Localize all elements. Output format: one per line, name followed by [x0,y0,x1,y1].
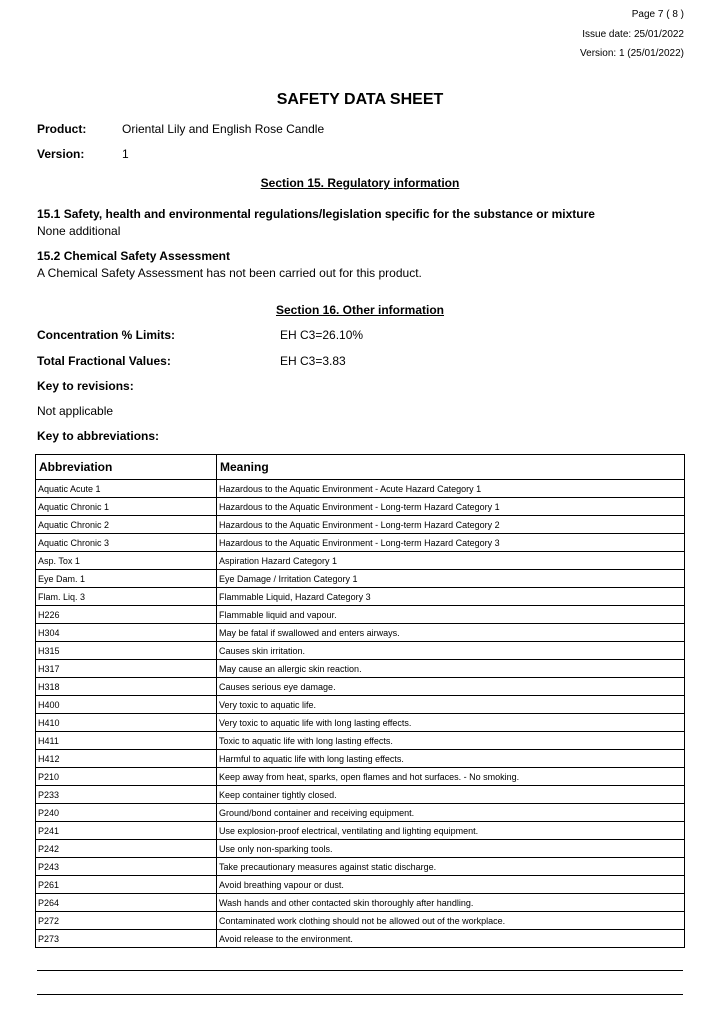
version-value: 1 [122,147,129,161]
fractional-value: EH C3=3.83 [280,354,346,368]
meaning-cell: Very toxic to aquatic life with long lasting effects. [217,714,685,732]
meaning-cell: Causes skin irritation. [217,642,685,660]
table-row [36,624,685,642]
issue-date: Issue date: 25/01/2022 [582,29,684,40]
meaning-cell: Very toxic to aquatic life. [217,696,685,714]
table-row [36,570,685,588]
revisions-text: Not applicable [37,404,114,418]
abbreviation-cell: P241 [36,822,217,840]
table-row [36,534,685,552]
concentration-value: EH C3=26.10% [280,328,364,342]
meaning-cell: Causes serious eye damage. [217,678,685,696]
abbreviation-cell: P273 [36,930,217,948]
document-title: SAFETY DATA SHEET [276,91,444,108]
revisions-label: Key to revisions: [37,379,134,393]
abbreviation-cell: Aquatic Chronic 2 [36,516,217,534]
table-row [36,894,685,912]
meaning-cell: May cause an allergic skin reaction. [217,660,685,678]
table-row [36,642,685,660]
abbreviation-cell: H318 [36,678,217,696]
table-row [36,750,685,768]
table-row [36,732,685,750]
table-row [36,660,685,678]
meaning-cell: Keep away from heat, sparks, open flames and hot surfaces. - No smoking. [217,768,685,786]
meaning-cell: Flammable Liquid, Hazard Category 3 [217,588,685,606]
page-number: Page 7 ( 8 ) [631,9,684,20]
abbreviation-cell: H412 [36,750,217,768]
abbreviation-cell: H226 [36,606,217,624]
abbreviation-cell: P264 [36,894,217,912]
abbreviation-cell: H411 [36,732,217,750]
table-row [36,588,685,606]
meaning-header: Meaning [217,455,685,480]
abbreviation-cell: Eye Dam. 1 [36,570,217,588]
table-row [36,840,685,858]
section-15-2-title: 15.2 Chemical Safety Assessment [37,249,230,263]
table-row [36,822,685,840]
footer-rule-top [37,970,683,971]
product-label: Product: [37,122,87,136]
abbreviations-label: Key to abbreviations: [37,429,160,443]
meaning-cell: Hazardous to the Aquatic Environment - Long-term Hazard Category 1 [217,498,685,516]
abbreviation-cell: H304 [36,624,217,642]
abbreviation-cell: P233 [36,786,217,804]
meaning-cell: Take precautionary measures against static discharge. [217,858,685,876]
abbreviation-cell: P240 [36,804,217,822]
abbreviation-cell: Aquatic Chronic 1 [36,498,217,516]
abbreviation-cell: Aquatic Chronic 3 [36,534,217,552]
abbreviation-cell: H315 [36,642,217,660]
meaning-cell: Hazardous to the Aquatic Environment - Acute Hazard Category 1 [217,480,685,498]
table-row [36,930,685,948]
meaning-cell: Harmful to aquatic life with long lasting effects. [217,750,685,768]
meaning-cell: Ground/bond container and receiving equipment. [217,804,685,822]
section-15-heading: Section 15. Regulatory information [260,176,460,190]
table-row [36,696,685,714]
abbreviation-cell: P242 [36,840,217,858]
section-15-2-text: A Chemical Safety Assessment has not been carried out for this product. [37,266,422,280]
meaning-cell: Contaminated work clothing should not be allowed out of the workplace. [217,912,685,930]
abbreviation-cell: P243 [36,858,217,876]
meaning-cell: Use explosion-proof electrical, ventilating and lighting equipment. [217,822,685,840]
table-row [36,768,685,786]
abbreviation-cell: P210 [36,768,217,786]
abbreviation-cell: H317 [36,660,217,678]
section-15-1-title: 15.1 Safety, health and environmental regulations/legislation specific for the substance or mixture [37,207,595,221]
concentration-label: Concentration % Limits: [37,328,176,342]
section-15-1-text: None additional [37,224,121,238]
meaning-cell: Flammable liquid and vapour. [217,606,685,624]
meaning-cell: Keep container tightly closed. [217,786,685,804]
table-row [36,858,685,876]
meaning-cell: Toxic to aquatic life with long lasting effects. [217,732,685,750]
table-row [36,714,685,732]
meaning-cell: May be fatal if swallowed and enters airways. [217,624,685,642]
abbreviation-cell: P272 [36,912,217,930]
meaning-cell: Hazardous to the Aquatic Environment - Long-term Hazard Category 3 [217,534,685,552]
meaning-cell: Avoid breathing vapour or dust. [217,876,685,894]
table-row [36,804,685,822]
meaning-cell: Aspiration Hazard Category 1 [217,552,685,570]
meaning-cell: Avoid release to the environment. [217,930,685,948]
abbreviation-cell: P261 [36,876,217,894]
fractional-label: Total Fractional Values: [37,354,171,368]
abbreviation-cell: H400 [36,696,217,714]
table-row [36,552,685,570]
version-label: Version: [37,147,85,161]
table-row [36,606,685,624]
meaning-cell: Eye Damage / Irritation Category 1 [217,570,685,588]
table-row [36,912,685,930]
table-row [36,480,685,498]
product-value: Oriental Lily and English Rose Candle [122,122,325,136]
footer-rule-bottom [37,994,683,995]
meaning-cell: Wash hands and other contacted skin thoroughly after handling. [217,894,685,912]
abbreviation-cell: H410 [36,714,217,732]
abbreviations-table [35,454,685,948]
version-date: Version: 1 (25/01/2022) [580,48,684,59]
table-header-row [36,455,685,480]
table-row [36,516,685,534]
table-row [36,876,685,894]
abbreviation-cell: Asp. Tox 1 [36,552,217,570]
abbreviation-cell: Flam. Liq. 3 [36,588,217,606]
table-row [36,498,685,516]
section-16-heading: Section 16. Other information [275,303,445,317]
abbreviation-cell: Aquatic Acute 1 [36,480,217,498]
table-row [36,678,685,696]
table-row [36,786,685,804]
abbreviation-header: Abbreviation [36,455,217,480]
meaning-cell: Hazardous to the Aquatic Environment - Long-term Hazard Category 2 [217,516,685,534]
meaning-cell: Use only non-sparking tools. [217,840,685,858]
